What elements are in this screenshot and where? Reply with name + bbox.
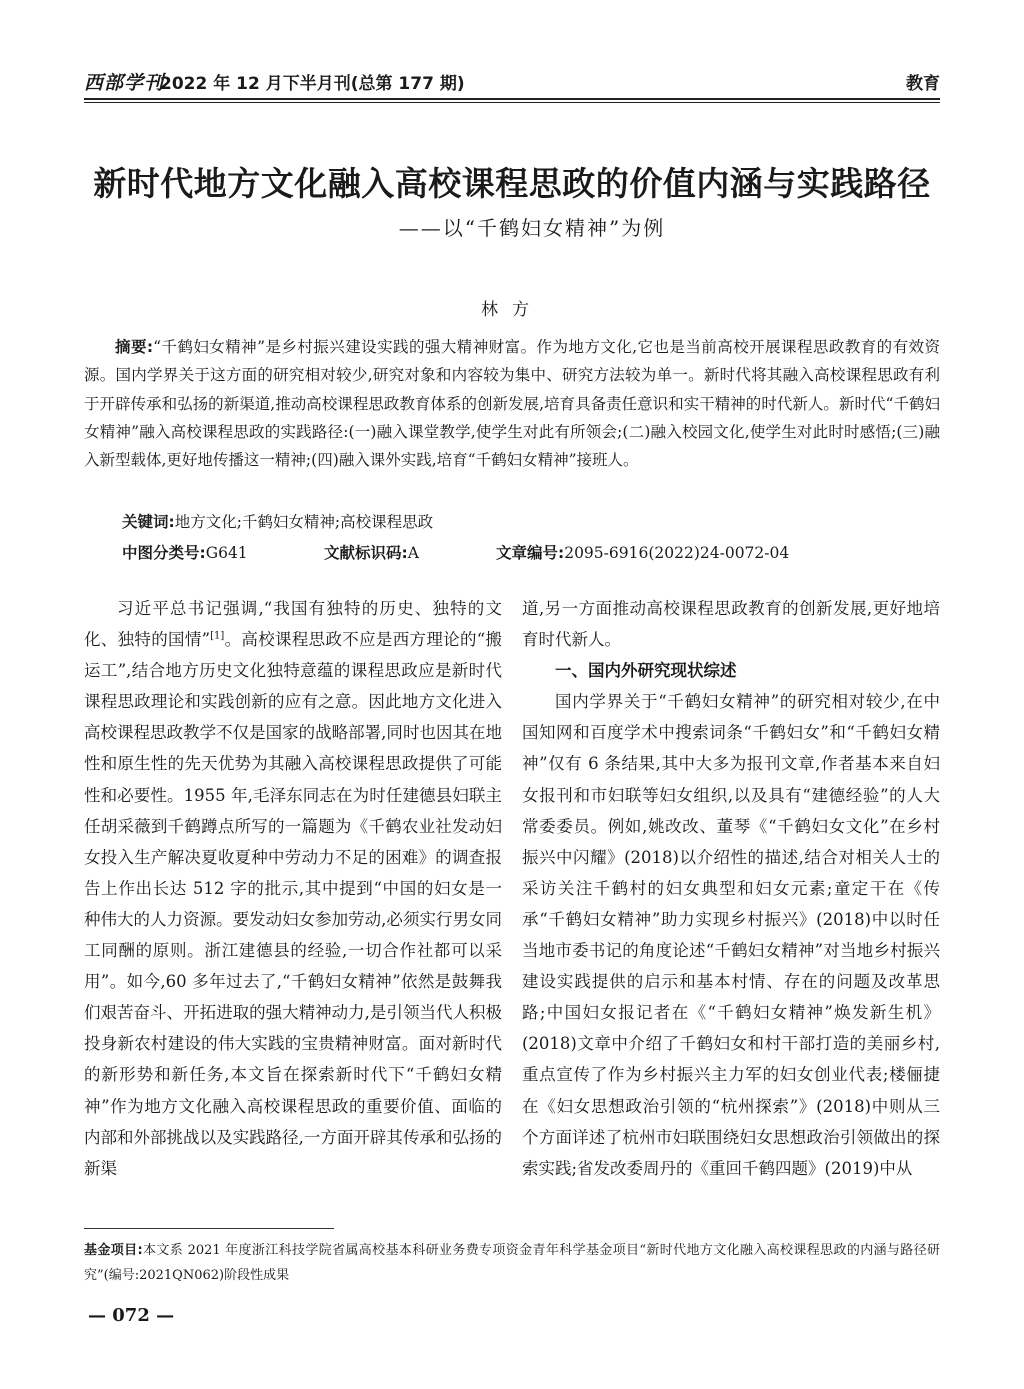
abstract (84, 333, 940, 474)
journal-logo: 西部学刊 (84, 72, 165, 94)
section-name: 教育 (906, 74, 940, 94)
body-column-left (84, 593, 502, 1184)
paragraph-text: 。高校课程思政不应是西方理论的“搬运工”,结合地方历史文化独特意蕴的课程思政应是新时代课程思政理论和实践创新的应有之意。因此地方文化进入高校课程思政教学不仅是国家的战略部署,同时也因其在地性和原生性的先天优势为其融入高校课程思政提供了可能性和必要性。1955 年,毛泽东同志在为时任建德县妇联主任胡采薇到千鹤蹲点所写的一篇题为《千鹤农业社发动妇女投入生产解决夏收夏种中劳动力不足的困难》的调查报告上作出长达 512 字的批示,其中提到“中国的妇女是一种伟大的人力资源。要发动妇女参加劳动,必须实行男女同工同酬的原则。浙江建德县的经验,一切合作社都可以采用”。如今,60 多年过去了,“千鹤妇女精神”依然是鼓舞我们艰苦奋斗、开拓进取的强大精神动力,是引领当代人积极投身新农村建设的伟大实践的宝贵精神财富。面对新时代的新形势和新任务,本文旨在探索新时代下“千鹤妇女精神”作为地方文化融入高校课程思政的重要价值、面临的内部和外部挑战以及实践路径,一方面开辟其传承和弘扬的新渠 (84, 630, 502, 1178)
header-rule-thin (84, 102, 940, 103)
issue-info: 2022 年 12 月下半月刊(总第 177 期) (160, 74, 465, 94)
article-title: 新时代地方文化融入高校课程思政的价值内涵与实践路径 (93, 164, 931, 203)
funding-label: 基金项目: (84, 1243, 143, 1258)
clc-value: G641 (205, 544, 248, 562)
doc-value: A (407, 544, 419, 562)
body-paragraph: 国内学界关于“千鹤妇女精神”的研究相对较少,在中国知网和百度学术中搜索词条“千鹤妇女”和“千鹤妇女精神”仅有 6 条结果,其中大多为报刊文章,作者基本来自妇女报刊和市妇联等妇女组织,以及具有“建德经验”的人大常委委员。例如,姚改改、董琴《“千鹤妇女文化”在乡村振兴中闪耀》(2018)以介绍性的描述,结合对相关人士的采访关注千鹤村的妇女典型和妇女元素;童定干在《传承“千鹤妇女精神”助力实现乡村振兴》(2018)中以时任当地市委书记的角度论述“千鹤妇女精神”对当地乡村振兴建设实践提供的启示和基本村情、存在的问题及改革思路;中国妇女报记者在《“千鹤妇女精神”焕发新生机》(2018)文章中介绍了千鹤妇女和村干部打造的美丽乡村,重点宣传了作为乡村振兴主力军的妇女创业代表;楼俪捷在《妇女思想政治引领的“杭州探索”》(2018)中则从三个方面详述了杭州市妇联围绕妇女思想政治引领做出的探索实践;省发改委周丹的《重回千鹤四题》(2019)中从 (522, 692, 940, 1178)
document-code (324, 541, 419, 563)
running-header (84, 64, 940, 98)
abstract-label: 摘要: (115, 338, 154, 356)
article-value: 2095-6916(2022)24-0072-04 (564, 544, 790, 562)
author-name: 林方 (481, 300, 543, 320)
header-rule (84, 98, 940, 100)
clc-label: 中图分类号: (122, 544, 206, 562)
funding-text: 本文系 2021 年度浙江科技学院省属高校基本科研业务费专项资金青年科学基金项目“新时代地方文化融入高校课程思政的内涵与路径研究”(编号:2021QN062)阶段性成果 (84, 1243, 941, 1283)
footnote-rule (84, 1228, 334, 1229)
body-column-right (522, 593, 940, 1184)
keywords (122, 510, 940, 532)
body-paragraph (84, 593, 502, 1184)
article-subtitle: ——以“千鹤妇女精神”为例 (398, 216, 666, 240)
article-number (496, 541, 789, 563)
classification-row (122, 541, 940, 565)
body-paragraph-continued: 道,另一方面推动高校课程思政教育的创新发展,更好地培育时代新人。 (522, 599, 940, 650)
keywords-text: 地方文化;千鹤妇女精神;高校课程思政 (174, 513, 434, 531)
paragraph-text: 习近平总书记强调,“我国有独特的历史、独特的文化、独特的国情” (84, 599, 502, 650)
clc-number (122, 541, 248, 563)
page-number: — 072 — (88, 1305, 175, 1326)
reference-marker[interactable]: [1] (210, 630, 225, 642)
keywords-label: 关键词: (122, 513, 175, 531)
abstract-text: “千鹤妇女精神”是乡村振兴建设实践的强大精神财富。作为地方文化,它也是当前高校开展课程思政教育的有效资源。国内学界关于这方面的研究相对较少,研究对象和内容较为集中、研究方法较为单一。新时代将其融入高校课程思政有利于开辟传承和弘扬的新渠道,推动高校课程思政教育体系的创新发展,培育具备责任意识和实干精神的时代新人。新时代“千鹤妇女精神”融入高校课程思政的实践路径:(一)融入课堂教学,使学生对此有所领会;(二)融入校园文化,使学生对此时时感悟;(三)融入新型载体,更好地传播这一精神;(四)融入课外实践,培育“千鹤妇女精神”接班人。 (84, 338, 941, 470)
doc-label: 文献标识码: (324, 544, 408, 562)
funding-note (84, 1238, 940, 1288)
section-heading: 一、国内外研究现状综述 (555, 661, 737, 681)
article-label: 文章编号: (496, 544, 565, 562)
